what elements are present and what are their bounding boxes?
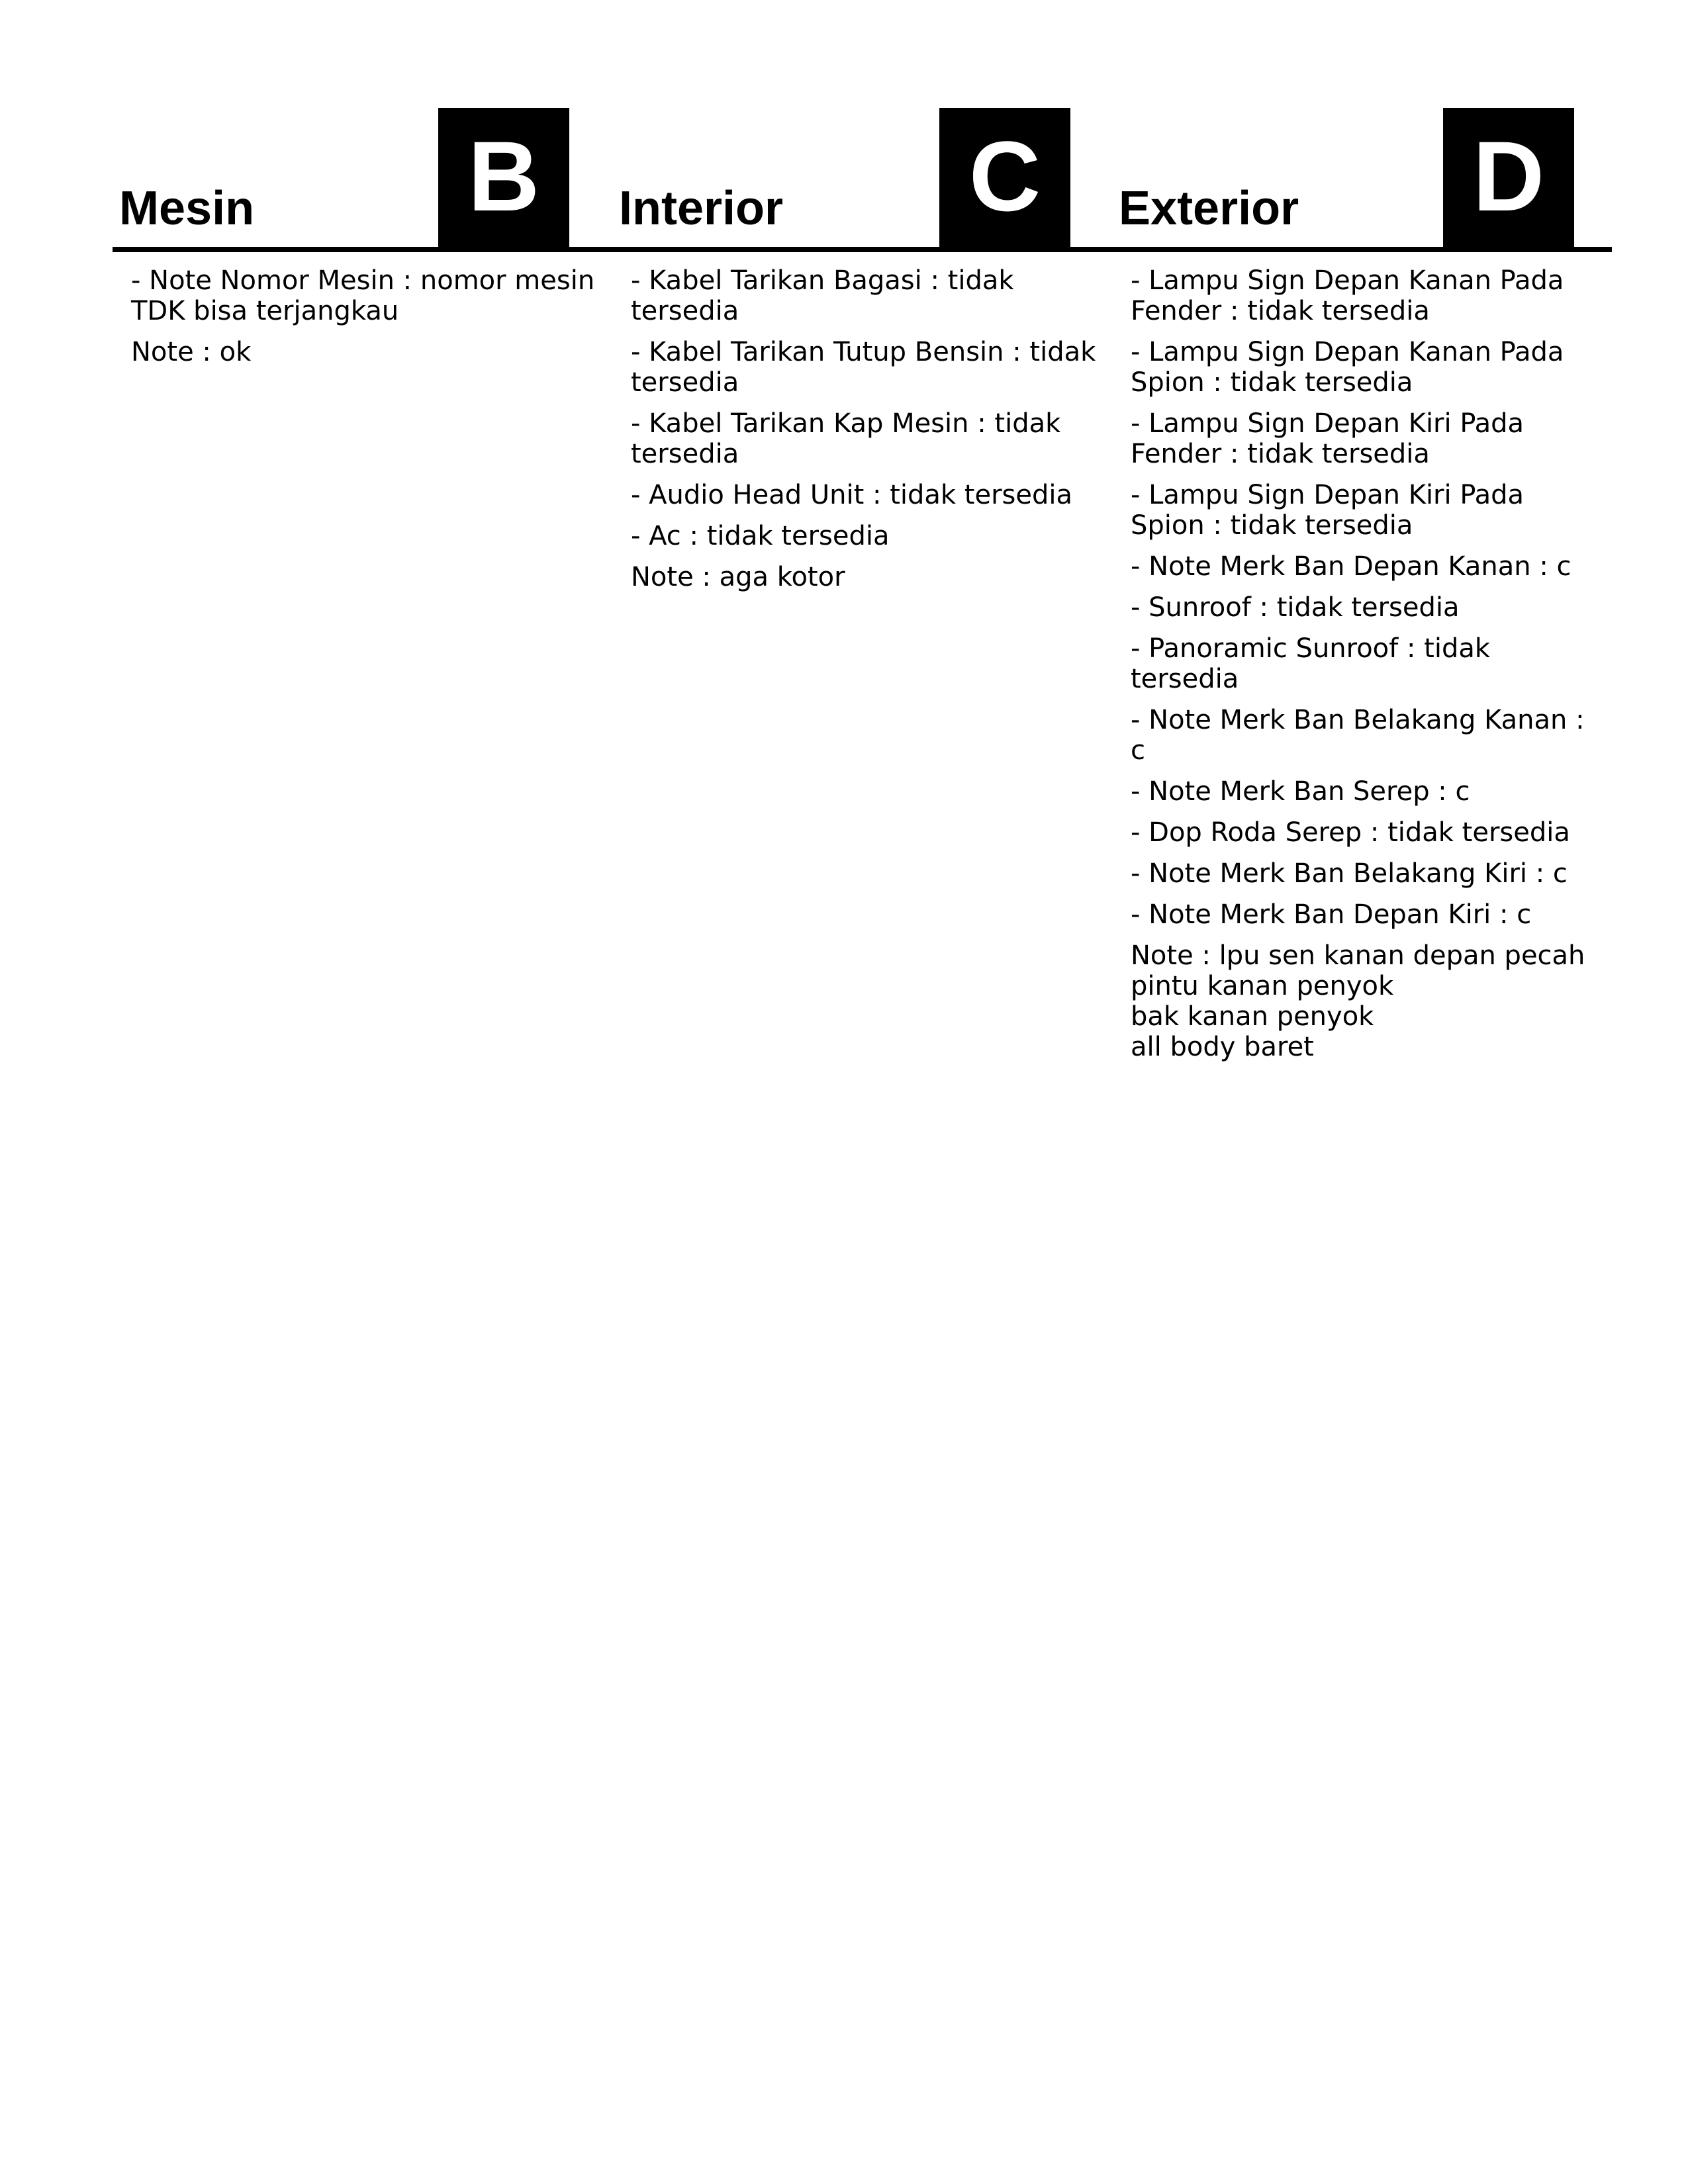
list-item: - Dop Roda Serep : tidak tersedia [1131,817,1570,848]
list-item: - Kabel Tarikan Tutup Bensin : tidak tersedia [631,337,1096,398]
section-body [113,252,612,367]
list-item: - Lampu Sign Depan Kiri Pada Spion : tidak tersedia [1131,480,1524,541]
list-item: - Note Merk Ban Depan Kiri : c [1131,899,1532,930]
section-title: Mesin [119,182,255,235]
section-header [1112,108,1612,252]
list-item: - Kabel Tarikan Kap Mesin : tidak tersedia [631,408,1061,469]
list-item: - Note Nomor Mesin : nomor mesin TDK bisa terjangkau [131,265,595,326]
list-item: - Note Merk Ban Belakang Kiri : c [1131,858,1568,889]
section-note: Note : ok [131,337,252,367]
section-header [113,108,612,252]
list-item: - Kabel Tarikan Bagasi : tidak tersedia [631,265,1014,326]
list-item: - Lampu Sign Depan Kanan Pada Fender : tidak tersedia [1131,265,1564,326]
section-exterior [1112,108,1612,1062]
section-letter-badge: C [939,108,1070,247]
list-item: - Note Merk Ban Belakang Kanan : c [1131,705,1585,766]
section-body [612,252,1112,592]
list-item: - Note Merk Ban Depan Kanan : c [1131,551,1571,582]
list-item: - Lampu Sign Depan Kanan Pada Spion : tidak tersedia [1131,337,1564,398]
section-body [1112,252,1612,1062]
section-header [612,108,1112,252]
section-mesin [113,108,612,367]
list-item: - Ac : tidak tersedia [631,521,890,551]
section-note: Note : aga kotor [631,562,845,592]
list-item: - Panoramic Sunroof : tidak tersedia [1131,633,1491,694]
list-item: - Audio Head Unit : tidak tersedia [631,480,1072,510]
section-interior [612,108,1112,592]
list-item: - Lampu Sign Depan Kiri Pada Fender : tidak tersedia [1131,408,1524,469]
section-note: Note : lpu sen kanan depan pecah pintu kanan penyok bak kanan penyok all body baret [1131,940,1585,1062]
section-title: Exterior [1119,182,1299,235]
list-item: - Sunroof : tidak tersedia [1131,592,1460,623]
list-item: - Note Merk Ban Serep : c [1131,776,1470,807]
section-letter-badge: B [438,108,569,247]
section-title: Interior [619,182,784,235]
section-letter-badge: D [1443,108,1574,247]
